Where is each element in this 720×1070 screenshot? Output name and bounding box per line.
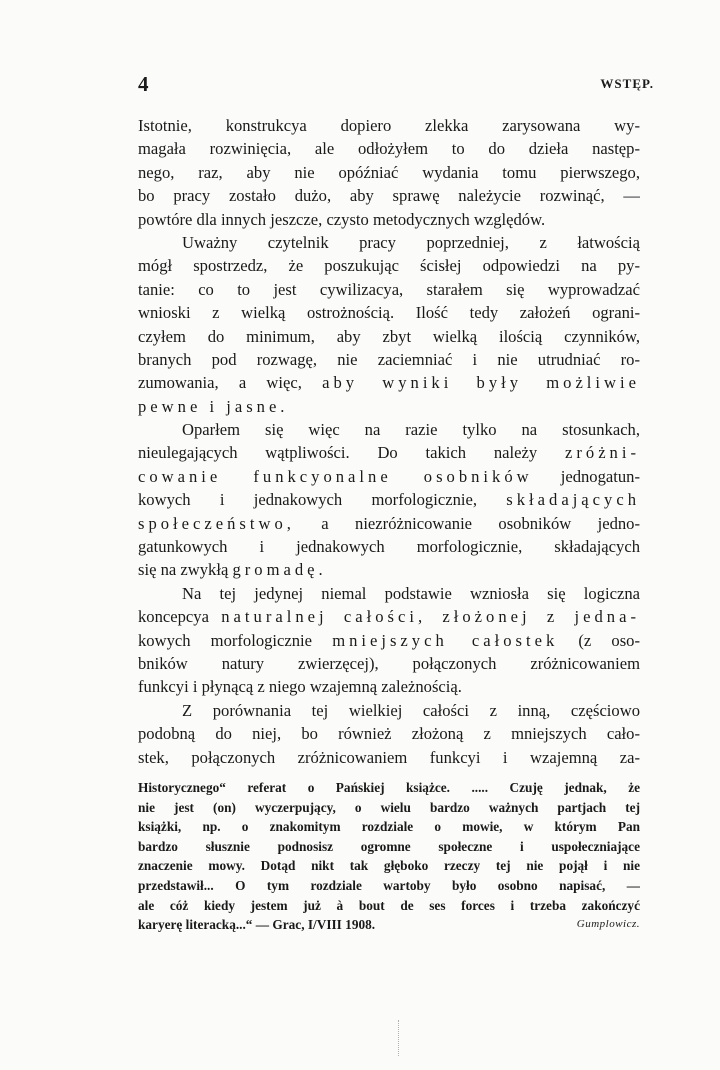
spaced-text: naturalnej całości, złożonej z jedna- — [221, 607, 640, 627]
text-line: podobną do niej, bo również złożoną z mniejszych cało- — [138, 724, 640, 744]
spaced-text: gromadę. — [232, 560, 327, 580]
footnote-line: nie jest (on) wyczerpujący, o wielu bardzo ważnych partjach tej — [138, 799, 640, 815]
text-run: zumowania, a więc, — [138, 373, 302, 393]
spaced-text: społeczeństwo, — [138, 513, 295, 533]
text-line: mógł spostrzedz, że poszukując ścisłej odpowiedzi na py- — [138, 256, 640, 276]
text-run: kowych morfologicznie — [138, 630, 313, 650]
footnote-line: ale cóż kiedy jestem już à bout de ses forces i trzeba zakończyć — [138, 897, 640, 913]
spaced-text: cowanie funkcyonalne osobników — [138, 466, 533, 486]
text-line: funkcyi i płynącą z niego wzajemną zależnością. — [138, 677, 462, 697]
footnote-line: znaczenie mowy. Dotąd nikt tak głęboko rzeczy tej nie pojął i nie — [138, 858, 640, 874]
text-run: kowych i jednakowych morfologicznie, — [138, 490, 477, 510]
text-line: tanie: co to jest cywilizacya, starałem się wyprowadzać — [138, 279, 640, 299]
text-line — [138, 488, 640, 511]
text-line — [138, 629, 640, 652]
spaced-text: składających — [506, 490, 640, 510]
text-line: magała rozwinięcia, ale odłożyłem to do dzieła następ- — [138, 139, 640, 159]
spaced-text: aby wyniki były możliwie — [322, 373, 640, 393]
footnote-line: przedstawił... O tym rozdziale wartoby było osobno napisać, — — [138, 877, 640, 893]
footnote-line: bardzo słusznie podnosisz ogromne społeczne i uspołeczniające — [138, 838, 640, 854]
text-line — [138, 441, 640, 464]
text-line: powtóre dla innych jeszcze, czysto metodycznych względów. — [138, 209, 546, 229]
text-line — [138, 371, 640, 394]
main-text — [138, 114, 640, 769]
text-line: bo pracy zostało dużo, aby sprawę należycie rozwinąć, — — [138, 186, 640, 206]
text-line: czyłem do minimum, aby zbyt wielką ilością czynników, — [138, 326, 640, 346]
text-line: Na tej jedynej niemal podstawie wzniosła się logiczna — [182, 583, 640, 603]
spaced-text: zróżni- — [565, 443, 640, 463]
text-line: stek, połączonych zróżnicowaniem funkcyi i wzajemną za- — [138, 747, 640, 767]
text-line — [138, 605, 640, 628]
text-line — [138, 512, 640, 535]
text-line: pewne i jasne. — [138, 396, 289, 416]
spaced-text: mniejszych całostek — [332, 630, 559, 650]
text-line: Z porównania tej wielkiej całości z inną, częściowo — [182, 700, 640, 720]
text-run: (z oso- — [578, 630, 640, 650]
text-line: Istotnie, konstrukcya dopiero zlekka zarysowana wy- — [138, 116, 640, 135]
scan-mark — [398, 1020, 401, 1056]
page-header — [138, 72, 654, 96]
text-line: Uważny czytelnik pracy poprzedniej, z łatwością — [182, 232, 640, 252]
footnote-text: karyerę literacką...“ — Grac, I/VIII 1908. — [138, 917, 376, 933]
text-run: a niezróżnicowanie osobników jedno- — [321, 513, 640, 533]
text-line: Oparłem się więc na razie tylko na stosunkach, — [182, 420, 640, 440]
footnote — [138, 778, 640, 935]
text-run: nieulegających wątpliwości. Do takich należy — [138, 443, 538, 463]
page-number: 4 — [138, 72, 149, 96]
footnote-line: książki, np. o znakomitym rozdziale o mowie, w którym Pan — [138, 819, 640, 835]
text-line: branych pod rozwagę, nie zaciemniać i nie utrudniać ro- — [138, 349, 640, 369]
text-line: wnioski z wielką ostrożnością. Ilość tedy założeń ograni- — [138, 303, 640, 323]
text-run: koncepcya — [138, 607, 209, 627]
footnote-line — [138, 915, 640, 935]
text-line — [138, 558, 640, 581]
text-line: gatunkowych i jednakowych morfologicznie, składających — [138, 537, 640, 557]
text-line — [138, 465, 640, 488]
footnote-line: Historycznego“ referat o Pańskiej książce. ..... Czuję jednak, że — [138, 780, 640, 795]
signature: Gumplowicz. — [576, 918, 640, 931]
text-line: nego, raz, aby nie opóźniać wydania tomu pierwszego, — [138, 162, 640, 182]
text-line: bników natury zwierzęcej), połączonych zróżnicowaniem — [138, 653, 640, 673]
running-head: WSTĘP. — [600, 76, 654, 91]
text-run: jednogatun- — [560, 466, 640, 486]
text-run: się na zwykłą — [138, 560, 229, 580]
